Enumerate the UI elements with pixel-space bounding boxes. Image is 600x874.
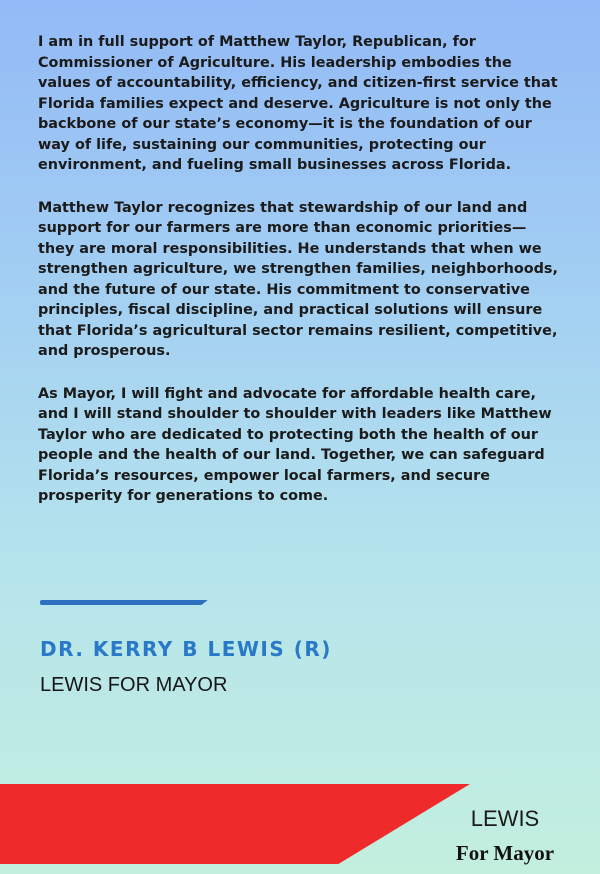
logo-tagline: For Mayor <box>455 841 555 865</box>
signatory-name: DR. KERRY B LEWIS (R) <box>40 637 332 661</box>
campaign-logo <box>430 806 580 868</box>
campaign-name: LEWIS FOR MAYOR <box>40 674 228 696</box>
logo-name: LEWIS <box>470 806 540 831</box>
signature-divider <box>40 600 208 605</box>
red-banner-stripe <box>0 784 470 864</box>
letter-paragraph-1: I am in full support of Matthew Taylor, Republican, for Commissioner of Agriculture. His leadership embodies the values of accountability, efficiency, and citizen-first service that Florida families expect and deserve. Agriculture is not only the backbone of our state’s economy—it is the foundation of our way of life, sustaining our communities, protecting our environment, and fueling small businesses across Florida. <box>38 34 558 173</box>
letter-paragraph-2: Matthew Taylor recognizes that stewardship of our land and support for our farmers are more than economic priorities—they are moral responsibilities. He understands that when we strengthen agriculture, we strengthen families, neighborhoods, and the future of our state. His commitment to conservative principles, fiscal discipline, and practical solutions will ensure that Florida’s agricultural sector remains resilient, competitive, and prosperous. <box>38 199 558 359</box>
letter-paragraph-3: As Mayor, I will fight and advocate for affordable health care, and I will stand shoulder to shoulder with leaders like Matthew Taylor who are dedicated to protecting both the health of our people and the health of our land. Together, we can safeguard Florida’s resources, empower local farmers, and secure prosperity for generations to come. <box>38 385 552 504</box>
endorsement-letter <box>38 32 558 529</box>
